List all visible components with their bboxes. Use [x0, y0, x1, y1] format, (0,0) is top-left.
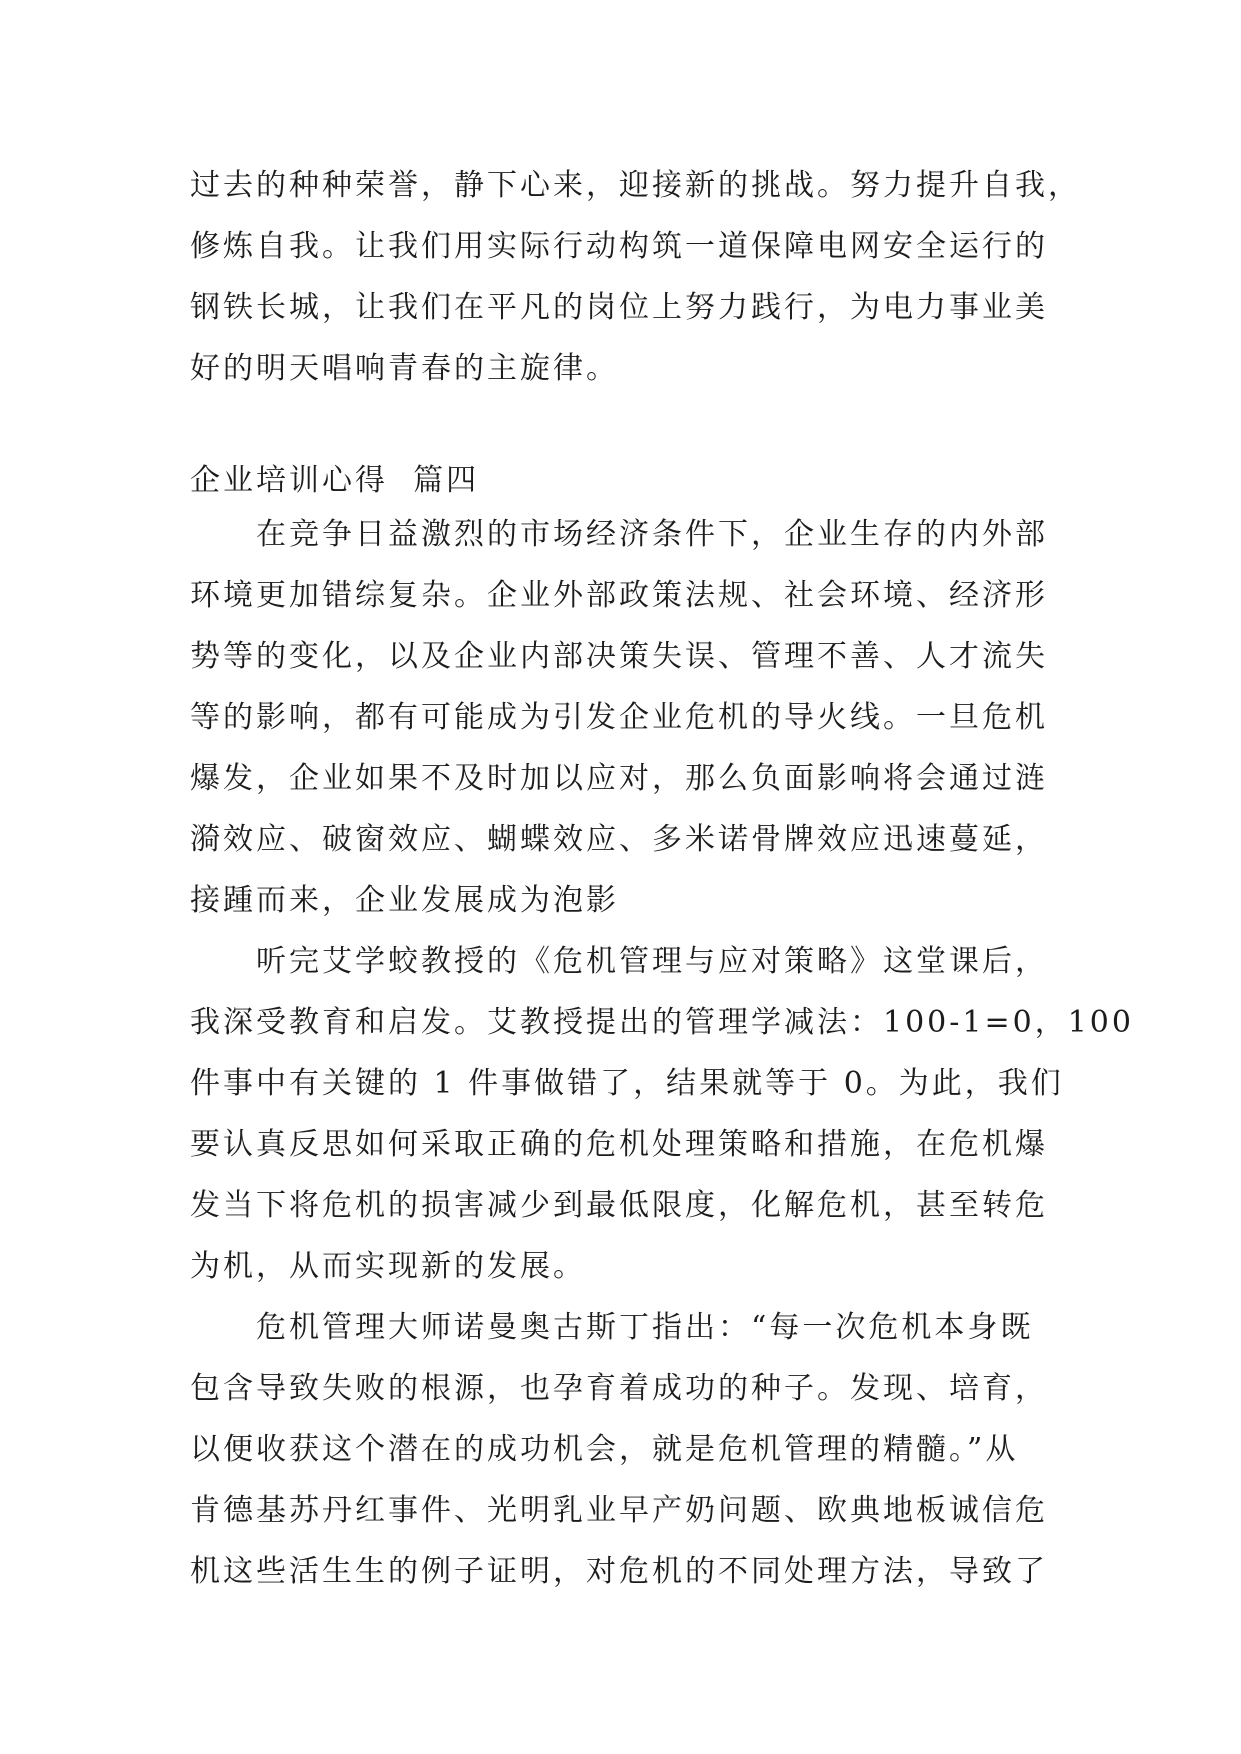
section-heading: 企业培训心得 篇四 — [190, 463, 480, 498]
paragraph-line: 好的明天唱响青春的主旋律。 — [190, 351, 619, 386]
paragraph-line: 接踵而来，企业发展成为泡影 — [190, 883, 619, 918]
paragraph-line: 钢铁长城，让我们在平凡的岗位上努力践行，为电力事业美 — [190, 290, 1048, 325]
paragraph-first-line: 听完艾学蛟教授的《危机管理与应对策略》这堂课后， — [256, 944, 1048, 979]
paragraph-line: 过去的种种荣誉，静下心来，迎接新的挑战。努力提升自我， — [190, 168, 1081, 203]
paragraph-line: 势等的变化，以及企业内部决策失误、管理不善、人才流失 — [190, 639, 1048, 674]
paragraph-line: 漪效应、破窗效应、蝴蝶效应、多米诺骨牌效应迅速蔓延， — [190, 822, 1048, 857]
paragraph-line: 环境更加错综复杂。企业外部政策法规、社会环境、经济形 — [190, 578, 1048, 613]
paragraph-line: 我深受教育和启发。艾教授提出的管理学减法：100-1=0，100 — [190, 1005, 1134, 1040]
paragraph-first-line: 在竞争日益激烈的市场经济条件下，企业生存的内外部 — [256, 517, 1048, 552]
paragraph-line: 爆发，企业如果不及时加以应对，那么负面影响将会通过涟 — [190, 761, 1048, 796]
paragraph-line: 肯德基苏丹红事件、光明乳业早产奶问题、欧典地板诚信危 — [190, 1493, 1048, 1528]
paragraph-first-line: 危机管理大师诺曼奥古斯丁指出：“每一次危机本身既 — [256, 1310, 1034, 1345]
paragraph-line: 以便收获这个潜在的成功机会，就是危机管理的精髓。”从 — [190, 1432, 1019, 1467]
section-heading-block — [190, 450, 1050, 511]
paragraph-line: 包含导致失败的根源，也孕育着成功的种子。发现、培育， — [190, 1371, 1048, 1406]
paragraph-line: 机这些活生生的例子证明，对危机的不同处理方法，导致了 — [190, 1554, 1048, 1589]
top-paragraph — [190, 155, 1081, 399]
paragraph-line: 修炼自我。让我们用实际行动构筑一道保障电网安全运行的 — [190, 229, 1048, 264]
paragraph-line: 要认真反思如何采取正确的危机处理策略和措施，在危机爆 — [190, 1127, 1048, 1162]
paragraph-line: 发当下将危机的损害减少到最低限度，化解危机，甚至转危 — [190, 1188, 1048, 1223]
paragraph-line: 为机，从而实现新的发展。 — [190, 1249, 586, 1284]
paragraph-line: 等的影响，都有可能成为引发企业危机的导火线。一旦危机 — [190, 700, 1048, 735]
section-body — [190, 504, 1134, 1602]
paragraph-line: 件事中有关键的 1 件事做错了，结果就等于 0。为此，我们 — [190, 1066, 1064, 1101]
